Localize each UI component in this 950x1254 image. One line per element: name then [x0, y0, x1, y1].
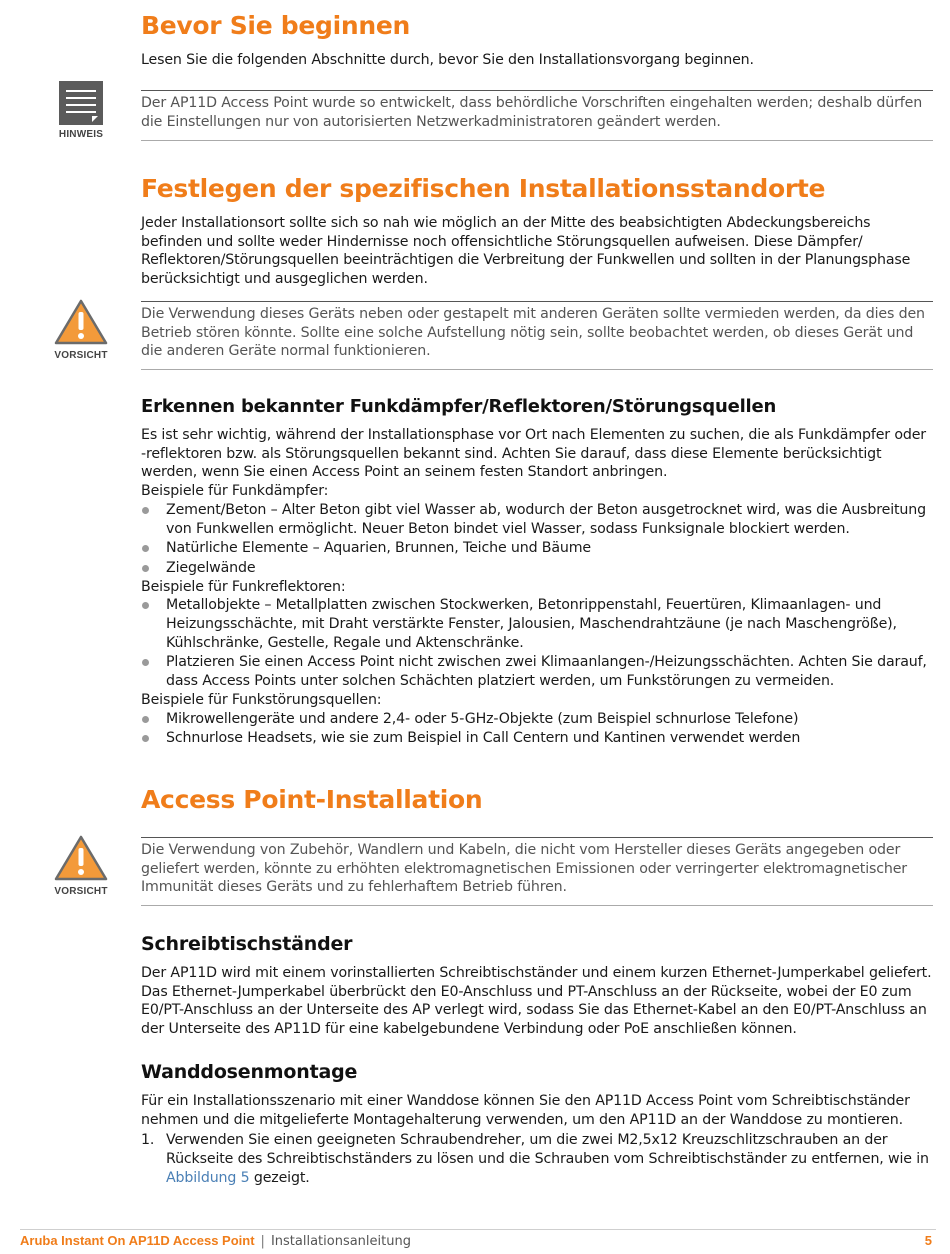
wall-body: Für ein Installationsszenario mit einer Wanddose können Sie den AP11D Access Point vom Schreibtischständer nehmen und die mitgelieferte Montagehalterung verwenden, um den AP11D an der Wanddose zu montieren. — [141, 1093, 910, 1128]
list-item: Schnurlose Headsets, wie sie zum Beispiel in Call Centern und Kantinen verwendet werden — [141, 729, 933, 748]
footer-doc-name: Installationsanleitung — [270, 1234, 411, 1249]
interference-intro: Beispiele für Funkstörungsquellen: — [141, 691, 382, 708]
note-bottom-rule — [141, 140, 933, 141]
note-callout-icon — [51, 81, 111, 140]
list-item: Natürliche Elemente – Aquarien, Brunnen, Teiche und Bäume — [141, 539, 933, 558]
list-item: Zement/Beton – Alter Beton gibt viel Wasser ab, wodurch der Beton ausgetrocknet wird, was die Ausbreitung von Funkwellen ermöglicht. Neuer Beton bindet viel Wasser, sodass Funksignale blockiert werden. — [141, 501, 933, 538]
note-text: Der AP11D Access Point wurde so entwickelt, dass behördliche Vorschriften eingehalten werden; deshalb dürfen die Einstellungen nur von autorisierten Netzwerkadministratoren geändert werden. — [141, 95, 923, 130]
before-intro: Lesen Sie die folgenden Abschnitte durch, bevor Sie den Installationsvorgang beginnen. — [141, 52, 754, 68]
figure-link[interactable]: Abbildung 5 — [166, 1169, 250, 1186]
desk-title: Schreibtischständer — [141, 933, 353, 955]
list-item: Ziegelwände — [141, 559, 933, 578]
dampers-intro: Beispiele für Funkdämpfer: — [141, 483, 329, 500]
caution2-top-rule — [141, 837, 933, 838]
footer-separator: | — [260, 1234, 265, 1249]
note-label: HINWEIS — [58, 129, 104, 140]
page-number: 5 — [924, 1233, 932, 1248]
note-icon — [59, 81, 103, 125]
list-item: Mikrowellengeräte und andere 2,4- oder 5-GHz-Objekte (zum Beispiel schnurlose Telefone) — [141, 710, 933, 729]
caution-label-1: VORSICHT — [54, 350, 108, 361]
footer-rule — [20, 1229, 936, 1230]
caution-icon — [53, 298, 109, 346]
caution1-text: Die Verwendung dieses Geräts neben oder gestapelt mit anderen Geräten sollte vermieden werden, da dies den Betrieb stören könnte. Sollte eine solche Aufstellung nötig sein, sollte beobachtet werden, ob dieses Gerät und die anderen Geräte normal funktionieren. — [141, 306, 925, 360]
identify-body: Es ist sehr wichtig, während der Installationsphase vor Ort nach Elementen zu suchen, die als Funkdämpfer oder -reflektoren bzw. als Störungsquellen bekannt sind. Achten Sie darauf, dass diese Elemente berücksichtigt werden, wenn Sie einen Access Point an seinem festen Standort anbringen. — [141, 427, 926, 481]
desk-body: Der AP11D wird mit einem vorinstallierten Schreibtischständer und einem kurzen Ethernet-Jumperkabel geliefert. Das Ethernet-Jumperkabel überbrückt den E0-Anschluss und PT-Anschluss an der Rückseite, wobei der E0 zum E0/PT-Anschluss an der Unterseite des AP verlegt wird, sodass Sie das Ethernet-Kabel an den E0/PT-Anschluss an der Unterseite des AP11D für eine kabelgebundene Verbindung oder PoE anschließen können. — [141, 965, 932, 1038]
interference-list — [141, 710, 933, 748]
page-footer — [20, 1232, 936, 1250]
list-item: Platzieren Sie einen Access Point nicht zwischen zwei Klimaanlangen-/Heizungsschächten. Achten Sie darauf, dass Access Points unter solchen Schächten platziert werden, um Funkstörungen zu vermeiden. — [141, 653, 933, 690]
section-title-install: Access Point-Installation — [141, 785, 483, 814]
footer-product: Aruba Instant On AP11D Access Point — [20, 1233, 255, 1248]
section-title-sites: Festlegen der spezifischen Installationsstandorte — [141, 174, 826, 203]
identify-title: Erkennen bekannter Funkdämpfer/Reflektoren/Störungsquellen — [141, 396, 777, 417]
section-title-before: Bevor Sie beginnen — [141, 11, 411, 40]
caution-callout-2 — [51, 834, 111, 897]
sites-body: Jeder Installationsort sollte sich so nah wie möglich an der Mitte des beabsichtigten Abdeckungsbereichs befinden und sollte weder Hindernisse noch offensichtliche Störungsquellen aufweisen. Diese Dämpfer/ Reflektoren/Störungsquellen beeinträchtigen die Verbreitung der Funkwellen und sollten in der Planungsphase berücksichtigt und ausgeglichen werden. — [141, 215, 911, 288]
dampers-list — [141, 501, 933, 578]
reflectors-list — [141, 596, 933, 691]
caution-label-2: VORSICHT — [54, 886, 108, 897]
caution-callout-1 — [51, 298, 111, 361]
caution2-text: Die Verwendung von Zubehör, Wandlern und Kabeln, die nicht vom Hersteller dieses Geräts angegeben oder geliefert werden, könnte zu erhöhten elektromagnetischen Emissionen oder verringerter elektromagnetischer Immunität dieses Geräts und zu fehlerhaftem Betrieb führen. — [141, 842, 907, 896]
wall-title: Wanddosenmontage — [141, 1061, 358, 1083]
list-item: Metallobjekte – Metallplatten zwischen Stockwerken, Betonrippenstahl, Feuertüren, Klimaanlagen- und Heizungsschächte, mit Draht verstärkte Fenster, Jalousien, Maschendrahtzäune (je nach Maschengröße), Kühlschränke, Gestelle, Regale und Aktenschränke. — [141, 596, 933, 652]
caution1-top-rule — [141, 301, 933, 302]
caution-icon — [53, 834, 109, 882]
reflectors-intro: Beispiele für Funkreflektoren: — [141, 578, 346, 595]
caution1-bottom-rule — [141, 369, 933, 370]
note-top-rule — [141, 90, 933, 91]
caution2-bottom-rule — [141, 905, 933, 906]
steps-list — [141, 1131, 933, 1187]
step-item: 1. Verwenden Sie einen geeigneten Schraubendreher, um die zwei M2,5x12 Kreuzschlitzschrauben an der Rückseite des Schreibtischständers zu lösen und die Schrauben vom Schreibtischständer zu entfernen, wie in Abbildung 5 gezeigt. — [141, 1132, 929, 1186]
